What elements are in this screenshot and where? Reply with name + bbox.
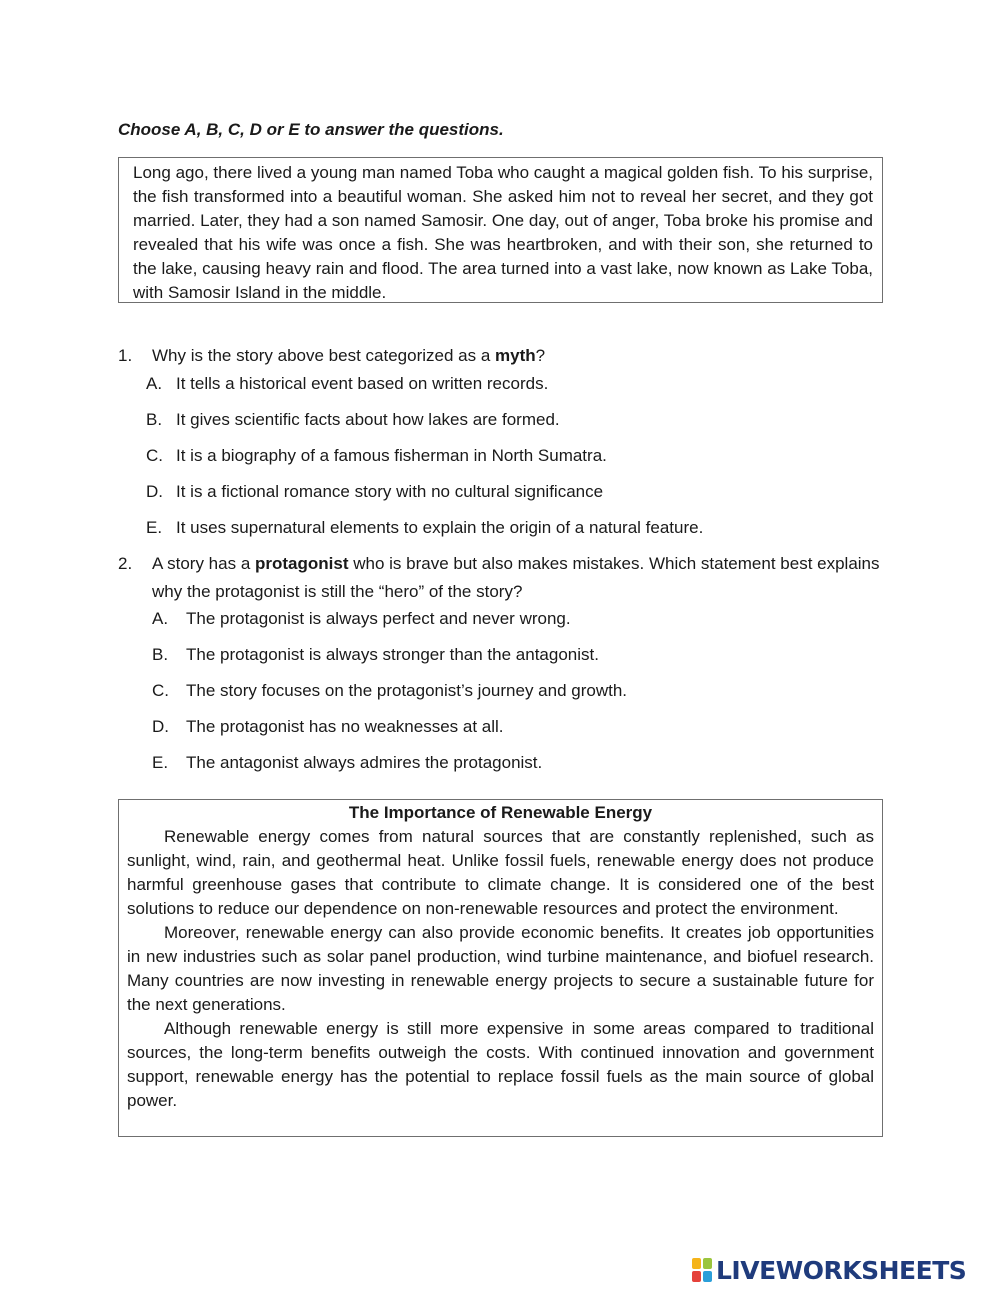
option-letter: A. bbox=[152, 609, 169, 628]
option-letter: D. bbox=[152, 717, 169, 736]
q2-option-a[interactable] bbox=[152, 607, 571, 631]
q1-option-e[interactable] bbox=[146, 516, 703, 540]
question-stem: Why is the story above best categorized as a myth? bbox=[152, 346, 546, 365]
passage-paragraph: Moreover, renewable energy can also provide economic benefits. It creates job opportunities in new industries such as solar panel production, wind turbine maintenance, and biofuel research. Many countries are now investing in renewable energy projects to secure a sustainable future for the next generations. bbox=[127, 923, 874, 1014]
question-2 bbox=[118, 550, 888, 606]
passage-paragraph: Renewable energy comes from natural sources that are constantly replenished, such as sunlight, wind, rain, and geothermal heat. Unlike fossil fuels, renewable energy does not produce harmful greenhouse gases that contribute to climate change. It is considered one of the best solutions to reduce our dependence on non-renewable resources and protect the environment. bbox=[127, 827, 874, 918]
q2-option-d[interactable] bbox=[152, 715, 504, 739]
q2-option-b[interactable] bbox=[152, 643, 599, 667]
option-letter: E. bbox=[146, 518, 163, 537]
option-text: It is a fictional romance story with no cultural significance bbox=[176, 482, 604, 501]
instructions: Choose A, B, C, D or E to answer the questions. bbox=[118, 120, 504, 139]
logo-tile bbox=[692, 1258, 701, 1269]
q1-option-d[interactable] bbox=[146, 480, 603, 504]
question-stem: A story has a protagonist who is brave but also makes mistakes. Which statement best explains why the protagonist is still the “hero” of the story? bbox=[152, 554, 880, 601]
option-letter: A. bbox=[146, 374, 163, 393]
myth-passage-text: Long ago, there lived a young man named Toba who caught a magical golden fish. To his surprise, the fish transformed into a beautiful woman. She asked him not to reveal her secret, and they got married. Later, they had a son named Samosir. One day, out of anger, Toba broke his promise and revealed that his wife was once a fish. She was heartbroken, and with their son, she returned to the lake, causing heavy rain and flood. The area turned into a vast lake, now known as Lake Toba, with Samosir Island in the middle. bbox=[133, 163, 873, 302]
option-text: It uses supernatural elements to explain the origin of a natural feature. bbox=[176, 518, 704, 537]
option-text: The antagonist always admires the protagonist. bbox=[186, 753, 543, 772]
logo-tile bbox=[703, 1258, 712, 1269]
q2-option-c[interactable] bbox=[152, 679, 627, 703]
option-text: It is a biography of a famous fisherman in North Sumatra. bbox=[176, 446, 607, 465]
keyword-myth: myth bbox=[495, 346, 536, 365]
liveworksheets-logo bbox=[692, 1255, 966, 1285]
passage-title: The Importance of Renewable Energy bbox=[348, 803, 653, 822]
option-text: It gives scientific facts about how lakes are formed. bbox=[176, 410, 560, 429]
option-letter: D. bbox=[146, 482, 163, 501]
option-text: The protagonist is always stronger than the antagonist. bbox=[186, 645, 599, 664]
option-letter: C. bbox=[146, 446, 163, 465]
option-text: It tells a historical event based on written records. bbox=[176, 374, 549, 393]
option-letter: B. bbox=[146, 410, 163, 429]
logo-mark-icon bbox=[692, 1258, 712, 1282]
myth-passage-box bbox=[118, 157, 883, 303]
logo-tile bbox=[703, 1271, 712, 1282]
logo-tile bbox=[692, 1271, 701, 1282]
option-text: The protagonist is always perfect and never wrong. bbox=[186, 609, 571, 628]
q1-option-b[interactable] bbox=[146, 408, 560, 432]
q1-option-a[interactable] bbox=[146, 372, 548, 396]
question-number: 2. bbox=[118, 554, 133, 573]
question-1 bbox=[118, 342, 888, 370]
passage-paragraph: Although renewable energy is still more expensive in some areas compared to traditional sources, the long-term benefits outweigh the costs. With continued innovation and government support, renewable energy has the potential to replace fossil fuels as the main source of global power. bbox=[127, 1019, 874, 1110]
option-letter: C. bbox=[152, 681, 169, 700]
question-number: 1. bbox=[118, 346, 133, 365]
keyword-protagonist: protagonist bbox=[255, 554, 349, 573]
option-text: The protagonist has no weaknesses at all. bbox=[186, 717, 504, 736]
option-letter: E. bbox=[152, 753, 169, 772]
option-letter: B. bbox=[152, 645, 169, 664]
q1-option-c[interactable] bbox=[146, 444, 607, 468]
option-text: The story focuses on the protagonist’s journey and growth. bbox=[186, 681, 627, 700]
logo-text: LIVEWORKSHEETS bbox=[716, 1255, 967, 1285]
q2-option-e[interactable] bbox=[152, 751, 542, 775]
renewable-energy-passage-box bbox=[118, 799, 883, 1137]
